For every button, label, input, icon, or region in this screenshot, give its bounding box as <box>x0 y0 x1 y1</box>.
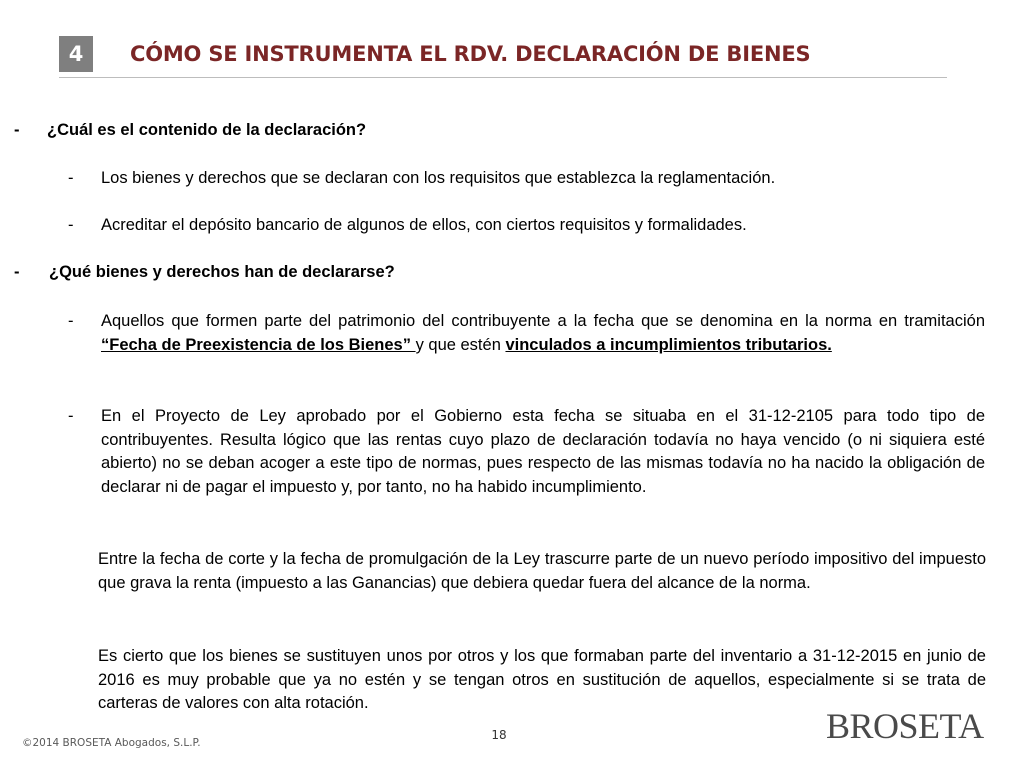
paragraph-asset-substitution: Es cierto que los bienes se sustituyen unos por otros y los que formaban parte del inventario a 31-12-2015 en junio de 2016 es muy probable que ya no estén y se tengan otros en sustitución de aquellos, especialmente si se trata de carteras de valores con alta rotación. <box>98 647 986 712</box>
question-2-dash: - <box>14 263 20 281</box>
page-number: 18 <box>491 728 507 742</box>
bullet-text-middle: y que estén <box>415 335 506 354</box>
question-2-text: ¿Qué bienes y derechos han de declararse? <box>49 263 395 281</box>
question-1-text: ¿Cuál es el contenido de la declaración? <box>47 121 367 139</box>
question-2 <box>14 261 395 285</box>
preexistence-date-term: “Fecha de Preexistencia de los Bienes” <box>101 335 416 354</box>
copyright-footer: ©2014 BROSETA Abogados, S.L.P. <box>22 737 201 749</box>
bullet-text <box>101 310 985 357</box>
bullet-text: Acreditar el depósito bancario de algunos de ellos, con ciertos requisitos y formalidades. <box>101 216 747 234</box>
paragraph-cutoff-date: Entre la fecha de corte y la fecha de promulgación de la Ley trascurre parte de un nuevo período impositivo del impuesto que grava la renta (impuesto a las Ganancias) que debiera quedar fuera del alcance de la norma. <box>98 550 986 592</box>
question-1 <box>14 119 366 143</box>
slide-title: CÓMO SE INSTRUMENTA EL RDV. DECLARACIÓN DE BIENES <box>130 42 811 66</box>
section-number-badge: 4 <box>59 36 93 72</box>
bullet-text: Los bienes y derechos que se declaran con los requisitos que establezca la reglamentación. <box>101 169 776 187</box>
bullet-dash: - <box>68 216 74 234</box>
bullet-dash: - <box>68 407 74 425</box>
question-1-dash: - <box>14 121 20 139</box>
bullet-dash: - <box>68 312 74 330</box>
broseta-logo: BROSETA <box>826 706 984 746</box>
bullet-text: En el Proyecto de Ley aprobado por el Gobierno esta fecha se situaba en el 31-12-2105 para todo tipo de contribuyentes. Resulta lógico que las rentas cuyo plazo de declaración todavía no haya vencido (o ni siquiera esté abierto) no se deban acoger a este tipo de normas, pues respecto de las mismas todavía no ha nacido la obligación de declarar ni de pagar el impuesto y, por tanto, no ha habido incumplimiento. <box>101 407 985 496</box>
bullet-dash: - <box>68 169 74 187</box>
bullet-text-intro: Aquellos que formen parte del patrimonio del contribuyente a la fecha que se denomina en la norma en tramitación <box>101 312 985 330</box>
tax-noncompliance-term: vinculados a incumplimientos tributarios. <box>505 335 832 354</box>
